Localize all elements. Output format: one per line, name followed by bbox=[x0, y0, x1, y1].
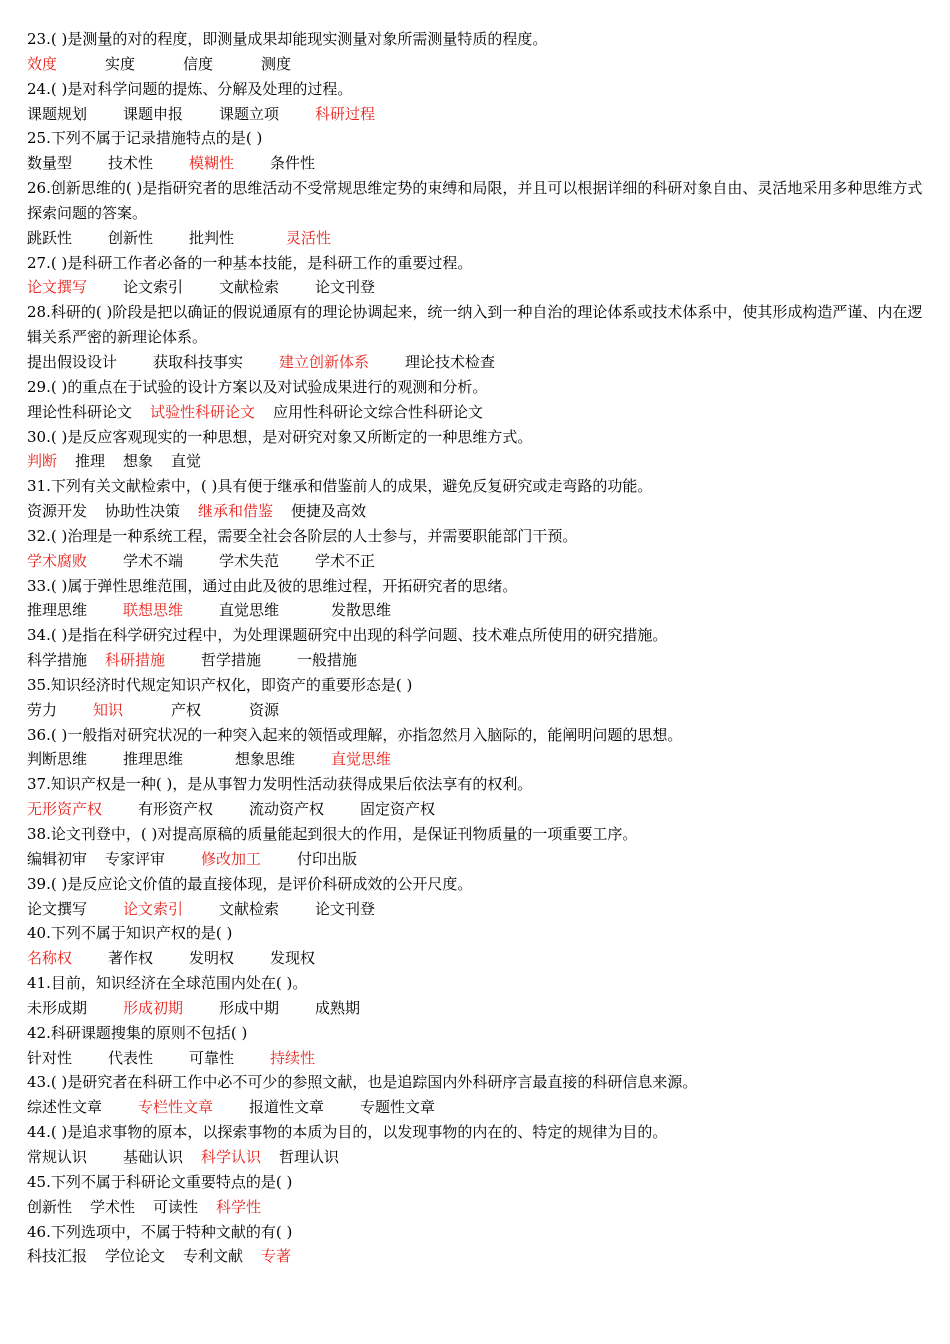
options-row bbox=[27, 996, 927, 1021]
option: 推理 bbox=[75, 452, 106, 471]
question-block bbox=[27, 474, 927, 524]
option: 文献检索 bbox=[219, 899, 280, 918]
question-block bbox=[27, 77, 927, 127]
question-text: 46.下列选项中，不属于特种文献的有( ) bbox=[27, 1222, 293, 1241]
options-row bbox=[27, 1145, 927, 1170]
question-block bbox=[27, 300, 927, 375]
option: 可读性 bbox=[153, 1197, 199, 1216]
option: 推理思维 bbox=[27, 601, 88, 620]
question-text: 23.( )是测量的对的程度，即测量成果却能现实测量对象所需测量特质的程度。 bbox=[27, 30, 548, 48]
option: 测度 bbox=[261, 54, 292, 73]
options-row bbox=[27, 350, 927, 375]
answer-option: 科研措施 bbox=[105, 651, 166, 670]
option: 课题申报 bbox=[123, 104, 184, 123]
option: 跳跃性 bbox=[27, 228, 73, 247]
question-block bbox=[27, 921, 927, 971]
question-block bbox=[27, 872, 927, 922]
question-text: 29.( )的重点在于试验的设计方案以及对试验成果进行的观测和分析。 bbox=[27, 377, 488, 396]
option: 哲学措施 bbox=[201, 651, 262, 670]
question-text: 24.( )是对科学问题的提炼、分解及处理的过程。 bbox=[27, 79, 353, 98]
option: 发明权 bbox=[189, 949, 235, 968]
question-block bbox=[27, 375, 927, 425]
answer-option: 试验性科研论文 bbox=[150, 402, 256, 421]
option: 论文索引 bbox=[123, 278, 184, 297]
answer-option: 继承和借鉴 bbox=[198, 502, 274, 521]
option: 报道性文章 bbox=[249, 1098, 325, 1117]
option: 信度 bbox=[183, 54, 214, 73]
option: 哲理认识 bbox=[279, 1147, 340, 1166]
options-row bbox=[27, 797, 927, 822]
exam-document bbox=[27, 27, 927, 1269]
answer-option: 判断 bbox=[27, 452, 58, 471]
option: 一般措施 bbox=[297, 651, 358, 670]
option: 综述性文章 bbox=[27, 1098, 103, 1117]
option: 文献检索 bbox=[219, 278, 280, 297]
options-row bbox=[27, 400, 927, 425]
option: 科技汇报 bbox=[27, 1247, 88, 1266]
option: 产权 bbox=[171, 700, 202, 719]
options-row bbox=[27, 102, 927, 127]
option: 固定资产权 bbox=[360, 800, 436, 819]
option: 发现权 bbox=[270, 949, 316, 968]
option: 理论技术检查 bbox=[405, 352, 496, 371]
option: 协助性决策 bbox=[105, 502, 181, 521]
option: 成熟期 bbox=[315, 998, 361, 1017]
answer-option: 论文索引 bbox=[123, 899, 184, 918]
question-block bbox=[27, 623, 927, 673]
option: 学术不端 bbox=[123, 551, 184, 570]
question-text: 27.( )是科研工作者必备的一种基本技能，是科研工作的重要过程。 bbox=[27, 253, 473, 272]
question-text: 42.科研课题搜集的原则不包括( ) bbox=[27, 1023, 248, 1042]
option: 直觉 bbox=[171, 452, 202, 471]
option: 未形成期 bbox=[27, 998, 88, 1017]
question-text: 43.( )是研究者在科研工作中必不可少的参照文献，也是追踪国内外科研序言最直接的科研信息来源。 bbox=[27, 1073, 698, 1092]
option: 科学措施 bbox=[27, 651, 88, 670]
question-text: 41.目前，知识经济在全球范围内处在( )。 bbox=[27, 974, 308, 993]
option: 创新性 bbox=[27, 1197, 73, 1216]
question-text: 31.下列有关文献检索中，( )具有便于继承和借鉴前人的成果，避免反复研究或走弯路的功能。 bbox=[27, 477, 653, 496]
options-row bbox=[27, 847, 927, 872]
option: 课题规划 bbox=[27, 104, 88, 123]
answer-option: 修改加工 bbox=[201, 849, 262, 868]
option: 基础认识 bbox=[123, 1147, 184, 1166]
question-block bbox=[27, 126, 927, 176]
question-block bbox=[27, 1120, 927, 1170]
options-row bbox=[27, 598, 927, 623]
option: 流动资产权 bbox=[249, 800, 325, 819]
options-row bbox=[27, 1244, 927, 1269]
answer-option: 灵活性 bbox=[286, 228, 332, 247]
option: 判断思维 bbox=[27, 750, 88, 769]
question-block bbox=[27, 822, 927, 872]
option: 直觉思维 bbox=[219, 601, 280, 620]
question-block bbox=[27, 574, 927, 624]
answer-option: 模糊性 bbox=[189, 154, 235, 173]
question-text: 38.论文刊登中，( )对提高原稿的质量能起到很大的作用，是保证刊物质量的一项重要工序。 bbox=[27, 825, 638, 843]
option: 理论性科研论文 bbox=[27, 402, 133, 421]
option: 可靠性 bbox=[189, 1048, 235, 1067]
question-text: 40.下列不属于知识产权的是( ) bbox=[27, 924, 233, 943]
option: 付印出版 bbox=[297, 849, 358, 868]
question-text: 30.( )是反应客观现实的一种思想，是对研究对象又所断定的一种思维方式。 bbox=[27, 427, 533, 446]
option: 代表性 bbox=[108, 1048, 154, 1067]
option: 学术失范 bbox=[219, 551, 280, 570]
answer-option: 专栏性文章 bbox=[138, 1098, 214, 1117]
answer-option: 联想思维 bbox=[123, 601, 184, 620]
option: 条件性 bbox=[270, 154, 316, 173]
question-block bbox=[27, 524, 927, 574]
options-row bbox=[27, 52, 927, 77]
options-row bbox=[27, 897, 927, 922]
answer-option: 直觉思维 bbox=[331, 750, 392, 769]
option: 学术不正 bbox=[315, 551, 376, 570]
question-text: 28.科研的( )阶段是把以确证的假说通原有的理论协调起来，统一纳入到一种自治的理论体系或技术体系中，使其形成构造严谨、内在逻辑关系严密的新理论体系。 bbox=[27, 303, 923, 347]
answer-option: 持续性 bbox=[270, 1048, 316, 1067]
question-text: 44.( )是追求事物的原本，以探索事物的本质为目的，以发现事物的内在的、特定的规律为目的。 bbox=[27, 1123, 668, 1142]
question-block bbox=[27, 1021, 927, 1071]
option: 专利文献 bbox=[183, 1247, 244, 1266]
options-row bbox=[27, 226, 927, 251]
option: 针对性 bbox=[27, 1048, 73, 1067]
question-block bbox=[27, 27, 927, 77]
question-block bbox=[27, 1070, 927, 1120]
options-row bbox=[27, 275, 927, 300]
option: 想象思维 bbox=[235, 750, 296, 769]
answer-option: 名称权 bbox=[27, 949, 73, 968]
question-block bbox=[27, 251, 927, 301]
option: 课题立项 bbox=[219, 104, 280, 123]
question-text: 39.( )是反应论文价值的最直接体现，是评价科研成效的公开尺度。 bbox=[27, 874, 473, 893]
question-block bbox=[27, 1220, 927, 1270]
option: 技术性 bbox=[108, 154, 154, 173]
question-text: 34.( )是指在科学研究过程中，为处理课题研究中出现的科学问题、技术难点所使用的研究措施。 bbox=[27, 626, 668, 645]
options-row bbox=[27, 946, 927, 971]
option: 提出假设设计 bbox=[27, 352, 118, 371]
option: 学术性 bbox=[90, 1197, 136, 1216]
answer-option: 专著 bbox=[261, 1247, 292, 1266]
option: 获取科技事实 bbox=[153, 352, 244, 371]
question-block bbox=[27, 971, 927, 1021]
answer-option: 形成初期 bbox=[123, 998, 184, 1017]
options-row bbox=[27, 648, 927, 673]
question-text: 45.下列不属于科研论文重要特点的是( ) bbox=[27, 1172, 293, 1191]
options-row bbox=[27, 151, 927, 176]
option: 实度 bbox=[105, 54, 136, 73]
question-block bbox=[27, 673, 927, 723]
option: 专家评审 bbox=[105, 849, 166, 868]
question-block bbox=[27, 425, 927, 475]
question-text: 25.下列不属于记录措施特点的是( ) bbox=[27, 129, 263, 148]
answer-option: 论文撰写 bbox=[27, 278, 88, 297]
question-block bbox=[27, 772, 927, 822]
question-text: 26.创新思维的( )是指研究者的思维活动不受常规思维定势的束缚和局限，并且可以根据详细的科研对象自由、灵活地采用多种思维方式探索问题的答案。 bbox=[27, 179, 923, 222]
option: 资源 bbox=[249, 700, 280, 719]
option: 论文刊登 bbox=[315, 899, 376, 918]
options-row bbox=[27, 499, 927, 524]
option: 想象 bbox=[123, 452, 154, 471]
option: 专题性文章 bbox=[360, 1098, 436, 1117]
option: 劳力 bbox=[27, 700, 58, 719]
option: 形成中期 bbox=[219, 998, 280, 1017]
options-row bbox=[27, 549, 927, 574]
option: 论文刊登 bbox=[315, 278, 376, 297]
answer-option: 知识 bbox=[93, 700, 124, 719]
answer-option: 科学认识 bbox=[201, 1147, 262, 1166]
option: 便捷及高效 bbox=[291, 502, 367, 521]
option: 应用性科研论文综合性科研论文 bbox=[273, 402, 484, 421]
option: 著作权 bbox=[108, 949, 154, 968]
option: 有形资产权 bbox=[138, 800, 214, 819]
option: 论文撰写 bbox=[27, 899, 88, 918]
question-text: 33.( )属于弹性思维范围，通过由此及彼的思维过程，开拓研究者的思绪。 bbox=[27, 576, 518, 595]
options-row bbox=[27, 1195, 927, 1220]
answer-option: 科学性 bbox=[216, 1197, 262, 1216]
question-text: 37.知识产权是一种( )，是从事智力发明性活动获得成果后依法享有的权利。 bbox=[27, 775, 533, 794]
options-row bbox=[27, 1095, 927, 1120]
option: 数量型 bbox=[27, 154, 73, 173]
question-text: 32.( )治理是一种系统工程，需要全社会各阶层的人士参与，并需要职能部门干预。 bbox=[27, 526, 578, 545]
option: 编辑初审 bbox=[27, 849, 88, 868]
options-row bbox=[27, 698, 927, 723]
question-block bbox=[27, 176, 927, 251]
question-text: 36.( )一般指对研究状况的一种突入起来的领悟或理解，亦指忽然月入脑际的，能阐明问题的思想。 bbox=[27, 725, 683, 744]
question-text: 35.知识经济时代规定知识产权化，即资产的重要形态是( ) bbox=[27, 675, 413, 694]
answer-option: 科研过程 bbox=[315, 104, 376, 123]
option: 发散思维 bbox=[331, 601, 392, 620]
options-row bbox=[27, 449, 927, 474]
option: 常规认识 bbox=[27, 1147, 88, 1166]
answer-option: 学术腐败 bbox=[27, 551, 88, 570]
question-block bbox=[27, 723, 927, 773]
answer-option: 无形资产权 bbox=[27, 800, 103, 819]
option: 推理思维 bbox=[123, 750, 184, 769]
option: 创新性 bbox=[108, 228, 154, 247]
option: 学位论文 bbox=[105, 1247, 166, 1266]
answer-option: 效度 bbox=[27, 54, 58, 73]
option: 资源开发 bbox=[27, 502, 88, 521]
answer-option: 建立创新体系 bbox=[279, 352, 370, 371]
question-block bbox=[27, 1170, 927, 1220]
option: 批判性 bbox=[189, 228, 235, 247]
options-row bbox=[27, 747, 927, 772]
options-row bbox=[27, 1046, 927, 1071]
